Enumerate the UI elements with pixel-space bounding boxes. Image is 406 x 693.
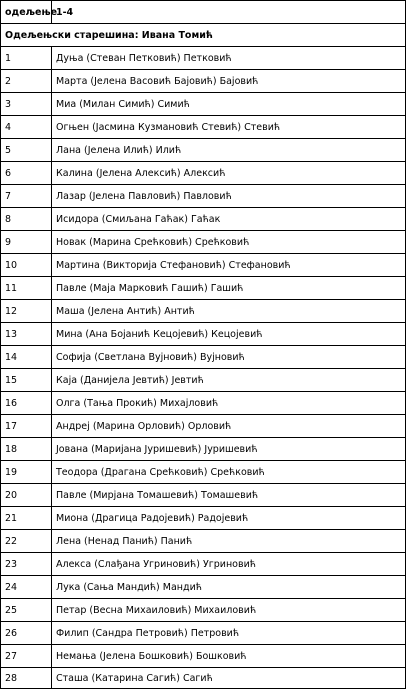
- row-number-cell[interactable]: 18: [1, 438, 52, 461]
- student-name-cell[interactable]: Марта (Јелена Васовић Бајовић) Бајовић: [52, 70, 406, 93]
- table-row: [1, 484, 406, 507]
- row-number-cell[interactable]: 20: [1, 484, 52, 507]
- student-name-cell[interactable]: Мартина (Викторија Стефановић) Стефановић: [52, 254, 406, 277]
- table-row: [1, 162, 406, 185]
- row-number-cell[interactable]: 8: [1, 208, 52, 231]
- row-number-cell[interactable]: 27: [1, 645, 52, 668]
- student-name-cell[interactable]: Филип (Сандра Петровић) Петровић: [52, 622, 406, 645]
- row-number-cell[interactable]: 6: [1, 162, 52, 185]
- student-name-cell[interactable]: Миа (Милан Симић) Симић: [52, 93, 406, 116]
- teacher-cell[interactable]: Одељењски старешина: Ивана Томић: [1, 24, 406, 47]
- row-number-cell[interactable]: 5: [1, 139, 52, 162]
- table-row: [1, 346, 406, 369]
- row-number-cell[interactable]: 24: [1, 576, 52, 599]
- row-number-cell[interactable]: 25: [1, 599, 52, 622]
- row-number-cell[interactable]: 9: [1, 231, 52, 254]
- table-row: [1, 254, 406, 277]
- student-name-cell[interactable]: Новак (Марина Срећковић) Срећковић: [52, 231, 406, 254]
- table-row: [1, 231, 406, 254]
- table-row: [1, 461, 406, 484]
- student-name-cell[interactable]: Лука (Сања Мандић) Мандић: [52, 576, 406, 599]
- table-row: [1, 93, 406, 116]
- class-value-cell[interactable]: 1-4: [52, 1, 406, 24]
- table-row: [1, 47, 406, 70]
- student-name-cell[interactable]: Огњен (Јасмина Кузмановић Стевић) Стевић: [52, 116, 406, 139]
- student-name-cell[interactable]: Миона (Драгица Радојевић) Радојевић: [52, 507, 406, 530]
- table-row: [1, 599, 406, 622]
- student-name-cell[interactable]: Павле (Мирјана Томашевић) Томашевић: [52, 484, 406, 507]
- student-name-cell[interactable]: Теодора (Драгана Срећковић) Срећковић: [52, 461, 406, 484]
- table-row: [1, 300, 406, 323]
- student-name-cell[interactable]: Маша (Јелена Антић) Антић: [52, 300, 406, 323]
- student-name-cell[interactable]: Софија (Светлана Вујновић) Вујновић: [52, 346, 406, 369]
- row-number-cell[interactable]: 19: [1, 461, 52, 484]
- row-number-cell[interactable]: 1: [1, 47, 52, 70]
- row-number-cell[interactable]: 16: [1, 392, 52, 415]
- table-row: [1, 139, 406, 162]
- table-row: [1, 415, 406, 438]
- table-row: [1, 553, 406, 576]
- table-row: [1, 323, 406, 346]
- table-row: [1, 208, 406, 231]
- table-row: [1, 185, 406, 208]
- row-number-cell[interactable]: 21: [1, 507, 52, 530]
- row-number-cell[interactable]: 22: [1, 530, 52, 553]
- student-name-cell[interactable]: Андреј (Марина Орловић) Орловић: [52, 415, 406, 438]
- student-name-cell[interactable]: Олга (Тања Прокић) Михајловић: [52, 392, 406, 415]
- row-number-cell[interactable]: 4: [1, 116, 52, 139]
- student-name-cell[interactable]: Каја (Данијела Јевтић) Јевтић: [52, 369, 406, 392]
- table-row: [1, 622, 406, 645]
- table-row: [1, 438, 406, 461]
- student-name-cell[interactable]: Павле (Маја Марковић Гашић) Гашић: [52, 277, 406, 300]
- row-number-cell[interactable]: 14: [1, 346, 52, 369]
- student-name-cell[interactable]: Алекса (Слађана Угриновић) Угриновић: [52, 553, 406, 576]
- student-name-cell[interactable]: Лена (Ненад Панић) Панић: [52, 530, 406, 553]
- table-row: [1, 645, 406, 668]
- table-row: [1, 530, 406, 553]
- table-row: [1, 116, 406, 139]
- row-number-cell[interactable]: 3: [1, 93, 52, 116]
- row-number-cell[interactable]: 26: [1, 622, 52, 645]
- table-row: [1, 277, 406, 300]
- student-name-cell[interactable]: Мина (Ана Бојанић Кецојевић) Кецојевић: [52, 323, 406, 346]
- row-number-cell[interactable]: 17: [1, 415, 52, 438]
- row-number-cell[interactable]: 11: [1, 277, 52, 300]
- row-number-cell[interactable]: 13: [1, 323, 52, 346]
- student-name-cell[interactable]: Лазар (Јелена Павловић) Павловић: [52, 185, 406, 208]
- student-name-cell[interactable]: Петар (Весна Михаиловић) Михаиловић: [52, 599, 406, 622]
- student-name-cell[interactable]: Немања (Јелена Бошковић) Бошковић: [52, 645, 406, 668]
- row-number-cell[interactable]: 28: [1, 668, 52, 689]
- student-name-cell[interactable]: Исидора (Смиљана Гаћак) Гаћак: [52, 208, 406, 231]
- student-name-cell[interactable]: Сташа (Катарина Сагић) Сагић: [52, 668, 406, 689]
- row-number-cell[interactable]: 2: [1, 70, 52, 93]
- row-number-cell[interactable]: 12: [1, 300, 52, 323]
- student-name-cell[interactable]: Дуња (Стеван Петковић) Петковић: [52, 47, 406, 70]
- table-row: [1, 576, 406, 599]
- table-row: [1, 70, 406, 93]
- class-label-cell[interactable]: одељење: [1, 1, 52, 24]
- row-number-cell[interactable]: 23: [1, 553, 52, 576]
- row-number-cell[interactable]: 7: [1, 185, 52, 208]
- student-name-cell[interactable]: Лана (Јелена Илић) Илић: [52, 139, 406, 162]
- row-number-cell[interactable]: 15: [1, 369, 52, 392]
- student-name-cell[interactable]: Јована (Маријана Јуришевић) Јуришевић: [52, 438, 406, 461]
- table-row: [1, 668, 406, 689]
- student-name-cell[interactable]: Калина (Јелена Алексић) Алексић: [52, 162, 406, 185]
- table-row: [1, 369, 406, 392]
- row-number-cell[interactable]: 10: [1, 254, 52, 277]
- table-row: [1, 392, 406, 415]
- class-row: [1, 1, 406, 24]
- teacher-row: [1, 24, 406, 47]
- table-row: [1, 507, 406, 530]
